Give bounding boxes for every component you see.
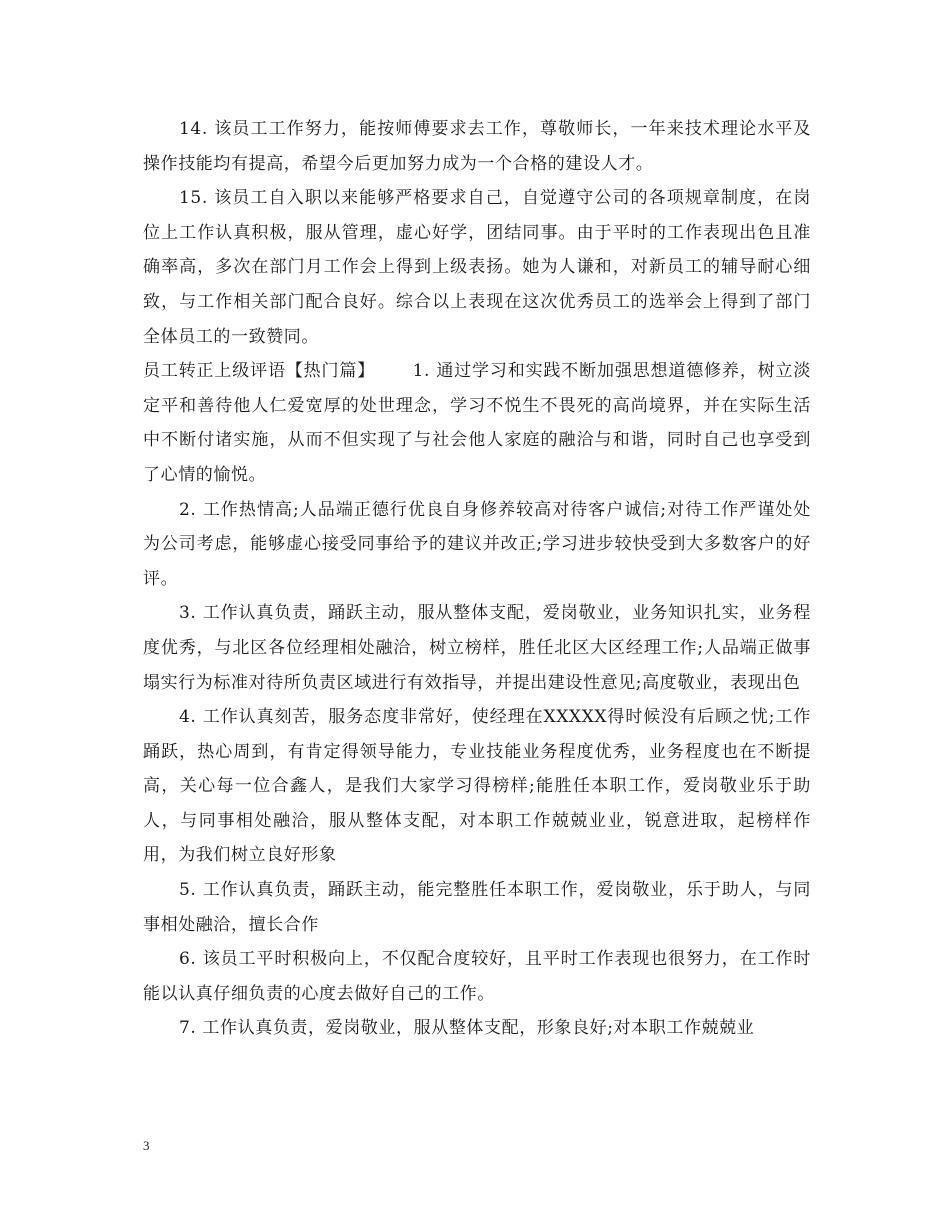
paragraph-2: 2. 工作热情高;人品端正德行优良自身修养较高对待客户诚信;对待工作严谨处处为公司考虑，能够虚心接受同事给予的建议并改正;学习进步较快受到大多数客户的好评。 bbox=[143, 499, 811, 589]
paragraph-15: 15. 该员工自入职以来能够严格要求自己，自觉遵守公司的各项规章制度，在岗位上工作认真积极，服从管理，虚心好学，团结同事。由于平时的工作表现出色且准确率高，多次在部门月工作会上得到上级表扬。她为人谦和，对新员工的辅导耐心细致，与工作相关部门配合良好。综合以上表现在这次优秀员工的选举会上得到了部门全体员工的一致赞同。 bbox=[143, 188, 811, 347]
paragraph-3: 3. 工作认真负责，踊跃主动，服从整体支配，爱岗敬业，业务知识扎实，业务程度优秀，与北区各位经理相处融洽，树立榜样，胜任北区大区经理工作;人品端正做事塌实行为标准对待所负责区域进行有效指导，并提出建设性意见;高度敬业，表现出色 bbox=[143, 603, 811, 693]
paragraph-section-heading bbox=[143, 354, 811, 492]
paragraph-4: 4. 工作认真刻苦，服务态度非常好，使经理在XXXXX得时候没有后顾之忧;工作踊跃，热心周到，有肯定得领导能力，专业技能业务程度优秀，业务程度也在不断提高，关心每一位合鑫人，是我们大家学习得榜样;能胜任本职工作，爱岗敬业乐于助人，与同事相处融洽，服从整体支配，对本职工作兢兢业业，锐意进取，起榜样作用，为我们树立良好形象 bbox=[143, 707, 811, 866]
paragraph-1: 1. 通过学习和实践不断加强思想道德修养，树立淡定平和善待他人仁爱宽厚的处世理念，学习不悦生不畏死的高尚境界，并在实际生活中不断付诸实施，从而不但实现了与社会他人家庭的融洽与和谐，同时自己也享受到了心情的愉悦。 bbox=[143, 361, 811, 485]
page-number: 3 bbox=[143, 1138, 150, 1153]
document-page bbox=[143, 112, 811, 1046]
paragraph-5: 5. 工作认真负责，踊跃主动，能完整胜任本职工作，爱岗敬业，乐于助人，与同事相处融洽，擅长合作 bbox=[143, 880, 811, 935]
paragraph-6: 6. 该员工平时积极向上，不仅配合度较好，且平时工作表现也很努力，在工作时能以认真仔细负责的心度去做好自己的工作。 bbox=[143, 949, 811, 1004]
section-heading: 员工转正上级评语【热门篇】 bbox=[143, 361, 376, 382]
paragraph-14: 14. 该员工工作努力，能按师傅要求去工作，尊敬师长，一年来技术理论水平及操作技能均有提高，希望今后更加努力成为一个合格的建设人才。 bbox=[143, 119, 811, 174]
paragraph-7: 7. 工作认真负责，爱岗敬业，服从整体支配，形象良好;对本职工作兢兢业 bbox=[179, 1018, 755, 1039]
